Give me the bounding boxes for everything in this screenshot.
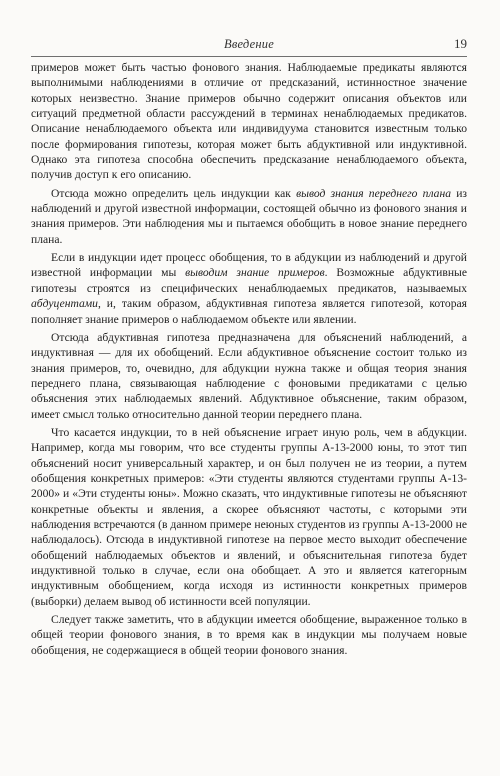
emphasis: абдуцентами (31, 297, 98, 311)
running-header (31, 30, 467, 57)
body-text (31, 60, 467, 661)
paragraph: Отсюда абдуктивная гипотеза предназначена для объяснений наблюдений, а индуктивная — для их обобщений. Если абдуктивное объяснение состоит только из знания примеров, то, очевидно, для абдукции нужна также и общая теория знания переднего плана, связывающая наблюдение с фоновыми предикатами с целью объяснения этих наблюдаемых явлений. Абдуктивное объяснение, таким образом, имеет смысл только относительно данной теории переднего плана. (31, 330, 467, 421)
running-title: Введение (224, 37, 274, 51)
paragraph: Что касается индукции, то в ней объяснение играет иную роль, чем в абдукции. Например, когда мы говорим, что все студенты группы А-13-2000 юны, то этот тип объяснений носит универсальный характер, и он был получен не из теории, а путем обобщения конкретных примеров: «Эти студенты являются студентами группы А-13-2000» и «Эти студенты юны». Можно сказать, что индуктивные гипотезы не объясняют конкретные объекты и явления, а скорее объясняют частоты, с которыми эти наблюдения встречаются (в данном примере неюных студентов из группы А-13-2000 не наблюдалось). Отсюда в индуктивной гипотезе на первое место выходит обеспечение обобщений наблюдаемых объектов и явлений, и объяснительная гипотеза будет индуктивной только в случае, если она обобщает. А это и является категорным индуктивным обобщением, когда исходя из истинности конкретных примеров (выборки) делаем вывод об истинности всей популяции. (31, 425, 467, 608)
page-number: 19 (454, 36, 467, 51)
paragraph: Отсюда можно определить цель индукции как вывод знания переднего плана из наблюдений и другой известной информации, состоящей обычно из фонового знания и знания примеров. Эти наблюдения мы и пытаемся обобщить в новое знание переднего плана. (31, 186, 468, 246)
emphasis: вывод знания переднего плана (296, 186, 452, 200)
paragraph: Если в индукции идет процесс обобщения, то в абдукции из наблюдений и другой известной информации мы выводим знание примеров. Возможные абдуктивные гипотезы строятся из специфических ненаблюдаемых предикатов, называемых абдуцентами, и, таким образом, абдуктивная гипотеза является гипотезой, которая пополняет знание примеров о наблюдаемом объекте или явлении. (31, 251, 467, 326)
paragraph: Следует также заметить, что в абдукции имеется обобщение, выраженное только в общей теории фонового знания, в то время как в индукции мы получаем новые обобщения, не содержащиеся в общей теории фонового знания. (31, 613, 467, 657)
paragraph: примеров может быть частью фонового знания. Наблюдаемые предикаты являются выполнимыми наблюдениями в отличие от предсказаний, истинностное значение которых неизвестно. Знание примеров обычно содержит описания объектов или ситуаций предметной области рассуждений в терминах ненаблюдаемых предикатов. Описание ненаблюдаемого объекта или индивидуума становится известным только после формирования гипотезы, которая может быть абдуктивной или индуктивной. Однако эта гипотеза способна обеспечить предсказание ненаблюдаемого объекта, получив доступ к его описанию. (31, 61, 467, 182)
emphasis: выводим знание примеров (185, 266, 325, 280)
